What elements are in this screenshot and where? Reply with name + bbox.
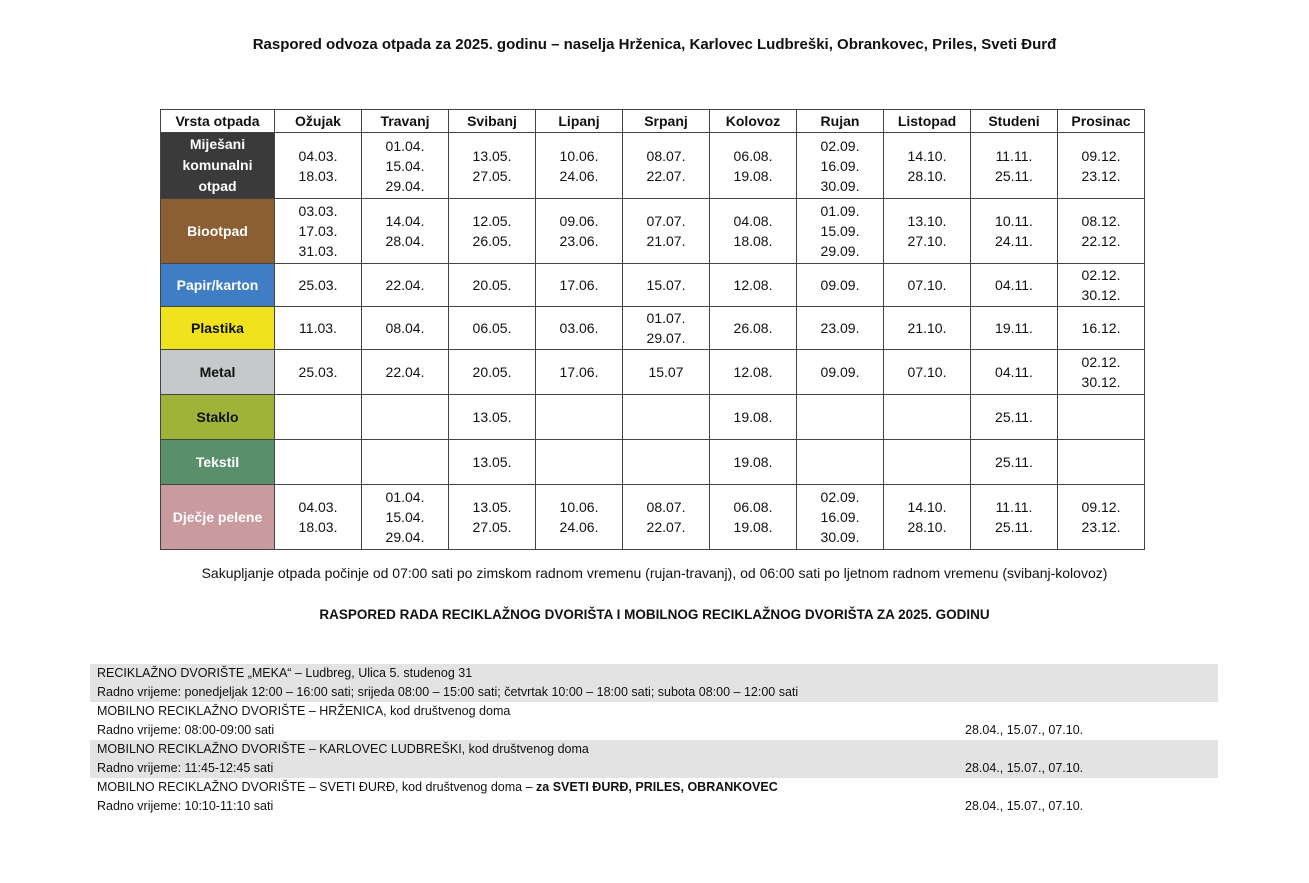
working-hours: Radno vrijeme: 10:10-11:10 sati (97, 799, 274, 813)
schedule-cell (623, 395, 710, 440)
schedule-cell (362, 440, 449, 485)
waste-type-row (161, 350, 1145, 395)
working-hours: Radno vrijeme: 11:45-12:45 sati (97, 761, 274, 775)
schedule-cell: 25.03. (275, 350, 362, 395)
schedule-cell: 06.05. (449, 307, 536, 350)
schedule-cell: 15.07. (623, 264, 710, 307)
schedule-cell: 14.10. 28.10. (884, 485, 971, 550)
waste-type-label: Plastika (161, 307, 275, 350)
schedule-cell: 04.11. (971, 350, 1058, 395)
working-hours: Radno vrijeme: 08:00-09:00 sati (97, 723, 275, 737)
schedule-cell: 02.12. 30.12. (1058, 350, 1145, 395)
schedule-cell: 13.05. (449, 395, 536, 440)
schedule-cell: 09.09. (797, 264, 884, 307)
waste-type-row (161, 264, 1145, 307)
working-hours-row (97, 683, 1218, 702)
schedule-cell: 04.11. (971, 264, 1058, 307)
schedule-cell: 20.05. (449, 350, 536, 395)
schedule-cell: 07.10. (884, 350, 971, 395)
page-title: Raspored odvoza otpada za 2025. godinu – naselja Hrženica, Karlovec Ludbreški, Obrankovec, Priles, Sveti Đurđ (252, 36, 1057, 53)
visit-dates: 28.04., 15.07., 07.10. (965, 761, 1084, 775)
waste-type-label: Miješani komunalni otpad (161, 133, 275, 199)
schedule-cell (884, 440, 971, 485)
schedule-cell: 01.07. 29.07. (623, 307, 710, 350)
schedule-cell: 21.10. (884, 307, 971, 350)
schedule-cell: 09.12. 23.12. (1058, 485, 1145, 550)
schedule-cell: 08.04. (362, 307, 449, 350)
schedule-cell: 08.07. 22.07. (623, 485, 710, 550)
schedule-cell: 17.06. (536, 264, 623, 307)
working-hours-row (97, 721, 1218, 740)
schedule-cell (884, 395, 971, 440)
schedule-cell: 12.08. (710, 264, 797, 307)
schedule-cell: 07.07. 21.07. (623, 199, 710, 264)
schedule-cell: 01.04. 15.04. 29.04. (362, 133, 449, 199)
schedule-cell: 02.09. 16.09. 30.09. (797, 485, 884, 550)
header-month: Rujan (797, 110, 884, 133)
schedule-cell: 16.12. (1058, 307, 1145, 350)
waste-type-label: Tekstil (161, 440, 275, 485)
schedule-cell (536, 395, 623, 440)
location-text: MOBILNO RECIKLAŽNO DVORIŠTE – SVETI ĐURĐ, kod društvenog doma – (97, 780, 537, 794)
schedule-cell: 02.09. 16.09. 30.09. (797, 133, 884, 199)
schedule-cell: 15.07 (623, 350, 710, 395)
schedule-cell (275, 395, 362, 440)
visit-dates: 28.04., 15.07., 07.10. (965, 799, 1084, 813)
recycling-yard-entry (90, 664, 1218, 702)
header-month: Studeni (971, 110, 1058, 133)
schedule-cell: 17.06. (536, 350, 623, 395)
schedule-cell: 14.10. 28.10. (884, 133, 971, 199)
schedule-cell: 04.03. 18.03. (275, 133, 362, 199)
schedule-cell: 22.04. (362, 264, 449, 307)
working-hours-row (97, 797, 1218, 816)
waste-type-label: Papir/karton (161, 264, 275, 307)
schedule-cell: 01.04. 15.04. 29.04. (362, 485, 449, 550)
recycling-yard-location (97, 778, 1218, 797)
schedule-cell: 20.05. (449, 264, 536, 307)
schedule-cell: 03.06. (536, 307, 623, 350)
location-text: MOBILNO RECIKLAŽNO DVORIŠTE – KARLOVEC LUDBREŠKI, kod društvenog doma (97, 742, 589, 756)
schedule-cell (797, 440, 884, 485)
waste-type-row (161, 485, 1145, 550)
waste-type-label: Metal (161, 350, 275, 395)
schedule-cell (1058, 440, 1145, 485)
working-hours-row (97, 759, 1218, 778)
schedule-cell: 22.04. (362, 350, 449, 395)
schedule-cell: 25.11. (971, 395, 1058, 440)
schedule-cell: 01.09. 15.09. 29.09. (797, 199, 884, 264)
schedule-cell: 08.12. 22.12. (1058, 199, 1145, 264)
schedule-cell: 03.03. 17.03. 31.03. (275, 199, 362, 264)
schedule-cell: 19.08. (710, 440, 797, 485)
schedule-cell: 19.08. (710, 395, 797, 440)
schedule-cell: 09.09. (797, 350, 884, 395)
schedule-cell: 25.11. (971, 440, 1058, 485)
schedule-cell: 11.11. 25.11. (971, 485, 1058, 550)
recycling-yard-entry (90, 740, 1218, 778)
schedule-cell: 11.03. (275, 307, 362, 350)
header-month: Ožujak (275, 110, 362, 133)
collection-time-note: Sakupljanje otpada počinje od 07:00 sati po zimskom radnom vremenu (rujan-travanj), od 06:00 sati po ljetnom radnom vremenu (svibanj-kolovoz) (201, 565, 1108, 581)
schedule-cell: 19.11. (971, 307, 1058, 350)
waste-type-label: Dječje pelene (161, 485, 275, 550)
recycling-yard-entry (90, 778, 1218, 816)
served-settlements: za SVETI ĐURĐ, PRILES, OBRANKOVEC (536, 780, 778, 794)
schedule-cell: 12.08. (710, 350, 797, 395)
visit-dates: 28.04., 15.07., 07.10. (965, 723, 1084, 737)
schedule-cell: 10.06. 24.06. (536, 485, 623, 550)
header-month: Listopad (884, 110, 971, 133)
waste-type-row (161, 133, 1145, 199)
schedule-cell: 04.08. 18.08. (710, 199, 797, 264)
schedule-cell: 23.09. (797, 307, 884, 350)
table-header-row (161, 110, 1145, 133)
header-month: Prosinac (1058, 110, 1145, 133)
schedule-cell: 12.05. 26.05. (449, 199, 536, 264)
recycling-yard-location (97, 702, 1218, 721)
schedule-cell: 13.05. (449, 440, 536, 485)
schedule-cell: 10.11. 24.11. (971, 199, 1058, 264)
waste-type-label: Staklo (161, 395, 275, 440)
schedule-cell (362, 395, 449, 440)
schedule-cell: 04.03. 18.03. (275, 485, 362, 550)
schedule-cell: 06.08. 19.08. (710, 485, 797, 550)
schedule-cell: 14.04. 28.04. (362, 199, 449, 264)
location-text: RECIKLAŽNO DVORIŠTE „MEKA“ – Ludbreg, Ulica 5. studenog 31 (97, 666, 473, 680)
waste-type-label: Biootpad (161, 199, 275, 264)
header-month: Travanj (362, 110, 449, 133)
waste-type-row (161, 440, 1145, 485)
schedule-cell: 25.03. (275, 264, 362, 307)
schedule-cell: 07.10. (884, 264, 971, 307)
waste-type-row (161, 199, 1145, 264)
schedule-cell: 13.05. 27.05. (449, 485, 536, 550)
header-month: Lipanj (536, 110, 623, 133)
schedule-cell (797, 395, 884, 440)
schedule-cell (275, 440, 362, 485)
schedule-cell (623, 440, 710, 485)
schedule-cell: 09.12. 23.12. (1058, 133, 1145, 199)
schedule-cell: 06.08. 19.08. (710, 133, 797, 199)
header-month: Kolovoz (710, 110, 797, 133)
schedule-cell: 26.08. (710, 307, 797, 350)
schedule-cell (1058, 395, 1145, 440)
recycling-yard-location (97, 740, 1218, 759)
location-text: MOBILNO RECIKLAŽNO DVORIŠTE – HRŽENICA, kod društvenog doma (97, 704, 511, 718)
header-month: Srpanj (623, 110, 710, 133)
collection-schedule-table (160, 109, 1145, 550)
waste-type-row (161, 307, 1145, 350)
recycling-yard-list (90, 664, 1218, 816)
schedule-cell: 13.10. 27.10. (884, 199, 971, 264)
header-month: Svibanj (449, 110, 536, 133)
schedule-cell: 13.05. 27.05. (449, 133, 536, 199)
schedule-cell: 11.11. 25.11. (971, 133, 1058, 199)
recycling-yard-location (97, 664, 1218, 683)
schedule-cell (536, 440, 623, 485)
schedule-cell: 09.06. 23.06. (536, 199, 623, 264)
working-hours: Radno vrijeme: ponedjeljak 12:00 – 16:00 sati; srijeda 08:00 – 15:00 sati; četvrtak 10:00 – 18:00 sati; subota 08:00 – 12:00 sati (97, 685, 799, 699)
schedule-cell: 08.07. 22.07. (623, 133, 710, 199)
recycling-yard-entry (90, 702, 1218, 740)
schedule-cell: 02.12. 30.12. (1058, 264, 1145, 307)
waste-type-row (161, 395, 1145, 440)
schedule-cell: 10.06. 24.06. (536, 133, 623, 199)
header-waste-type: Vrsta otpada (161, 110, 275, 133)
recycling-section-title: RASPORED RADA RECIKLAŽNOG DVORIŠTA I MOBILNOG RECIKLAŽNOG DVORIŠTA ZA 2025. GODINU (319, 607, 990, 622)
